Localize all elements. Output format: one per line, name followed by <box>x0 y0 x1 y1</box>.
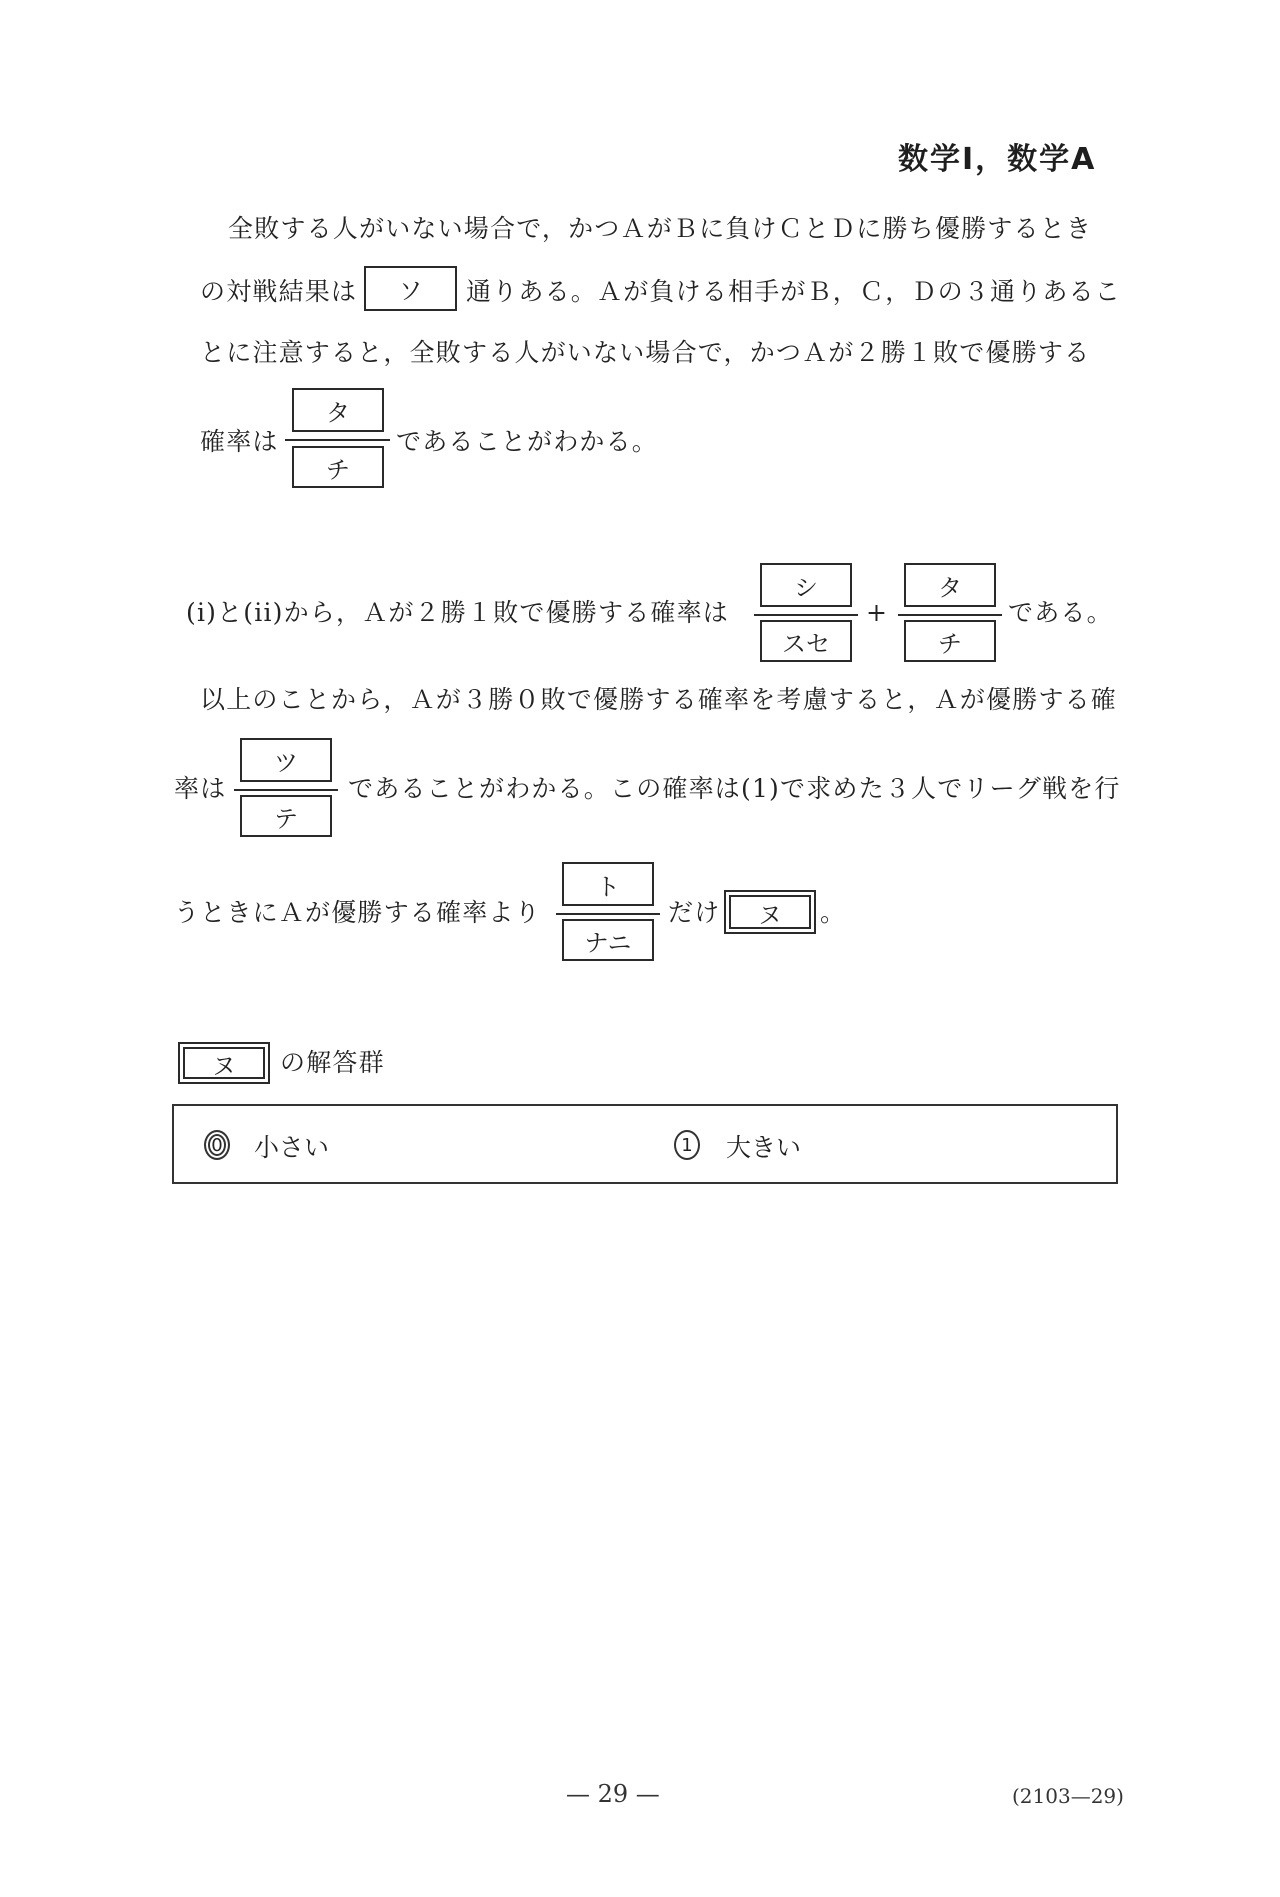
page-number: — 29 — <box>566 1780 660 1808</box>
answer-box-te-denominator[interactable]: テ <box>240 795 332 837</box>
choice-label-0[interactable]: 小さい <box>254 1133 330 1162</box>
fraction-line <box>285 439 390 441</box>
answer-box-ta-numerator-2[interactable]: タ <box>904 563 996 607</box>
answer-choices-panel <box>172 1104 1118 1184</box>
paragraph3-line3-after: 。 <box>820 898 847 927</box>
paragraph1-line1: 全敗する人がいない場合で，かつＡがＢに負けＣとＤに勝ち優勝するとき <box>228 214 1093 243</box>
answer-box-so[interactable]: ソ <box>364 266 457 311</box>
choice-number-0: 0 <box>204 1130 230 1160</box>
answer-box-shi-numerator[interactable]: シ <box>760 563 852 607</box>
answer-group-title: の解答群 <box>280 1048 385 1077</box>
answer-box-ta-numerator[interactable]: タ <box>292 388 384 432</box>
plus-sign: + <box>866 598 889 627</box>
choice-label-1[interactable]: 大きい <box>726 1133 802 1162</box>
answer-box-nu[interactable] <box>724 890 816 934</box>
paragraph3-line3-before: うときにＡが優勝する確率より <box>174 898 541 927</box>
paragraph2-line1-before: (i)と(ii)から，Ａが２勝１敗で優勝する確率は <box>186 598 730 627</box>
paragraph1-line2-before: の対戦結果は <box>200 277 358 306</box>
paragraph1-line4-before: 確率は <box>200 427 279 456</box>
answer-group-box-label: ヌ <box>183 1047 265 1079</box>
answer-box-chi-denominator[interactable]: チ <box>292 446 384 488</box>
choice-number-1: 1 <box>674 1130 700 1160</box>
answer-box-to-numerator[interactable]: ト <box>562 862 654 906</box>
answer-group-box-nu <box>178 1042 270 1084</box>
fraction-line <box>754 614 858 616</box>
exam-code: (2103—29) <box>1012 1784 1124 1808</box>
paragraph3-line3-mid: だけ <box>668 898 721 927</box>
fraction-line <box>898 614 1002 616</box>
answer-box-tsu-numerator[interactable]: ツ <box>240 738 332 782</box>
subject-header: 数学Ⅰ，数学A <box>898 142 1097 177</box>
paragraph1-line4-after: であることがわかる。 <box>396 427 659 456</box>
paragraph3-line1: 以上のことから，Ａが３勝０敗で優勝する確率を考慮すると，Ａが優勝する確 <box>200 685 1118 714</box>
paragraph1-line3: とに注意すると，全敗する人がいない場合で，かつＡが２勝１敗で優勝する <box>200 338 1091 367</box>
fraction-line <box>556 913 660 915</box>
answer-box-nani-denominator[interactable]: ナニ <box>562 919 654 961</box>
answer-box-nu-label: ヌ <box>729 895 811 929</box>
answer-box-chi-denominator-2[interactable]: チ <box>904 620 996 662</box>
paragraph3-line2-after: であることがわかる。この確率は(1)で求めた３人でリーグ戦を行 <box>348 774 1121 803</box>
paragraph1-line2-after: 通りある。Ａが負ける相手がＢ，Ｃ，Ｄの３通りあるこ <box>466 277 1122 306</box>
fraction-line <box>234 789 338 791</box>
paragraph3-line2-before: 率は <box>174 774 227 803</box>
paragraph2-line1-after: である。 <box>1008 598 1113 627</box>
answer-box-suse-denominator[interactable]: スセ <box>760 620 852 662</box>
